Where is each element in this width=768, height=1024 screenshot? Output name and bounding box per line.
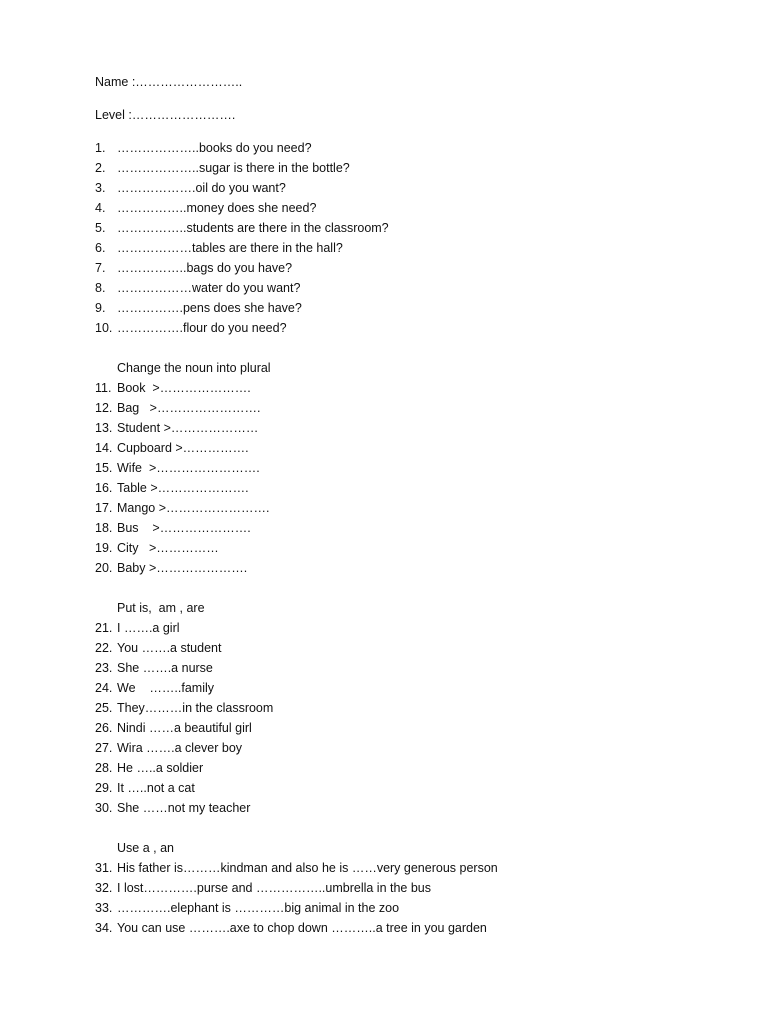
question-number: 25. <box>95 701 113 715</box>
question-number: 30. <box>95 801 113 815</box>
question-text: Book >…………………. <box>117 381 251 395</box>
question-list-section-1 <box>95 138 389 338</box>
question-text: She …….a nurse <box>117 661 213 675</box>
question-item <box>95 498 269 518</box>
question-number: 4. <box>95 201 106 215</box>
question-item <box>95 378 269 398</box>
question-item <box>95 858 498 878</box>
question-number: 14. <box>95 441 113 455</box>
question-text: ……………..students are there in the classroom? <box>117 221 389 235</box>
question-number: 32. <box>95 881 113 895</box>
question-text: It …..not a cat <box>117 781 195 795</box>
question-text: Wira …….a clever boy <box>117 741 243 755</box>
question-number: 27. <box>95 741 113 755</box>
question-text: I lost………….purse and ……………..umbrella in the bus <box>117 881 432 895</box>
question-list-section-3 <box>95 618 273 818</box>
question-number: 1. <box>95 141 106 155</box>
question-item <box>95 558 269 578</box>
level-field-line: Level :……………………. <box>95 108 236 122</box>
question-text: They………in the classroom <box>117 701 274 715</box>
question-item <box>95 318 389 338</box>
question-number: 13. <box>95 421 113 435</box>
question-text: I …….a girl <box>117 621 180 635</box>
question-item <box>95 398 269 418</box>
section-heading-is-am-are: Put is, am , are <box>117 601 205 615</box>
question-item <box>95 298 389 318</box>
question-text: Cupboard >……………. <box>117 441 249 455</box>
question-item <box>95 198 389 218</box>
question-number: 31. <box>95 861 113 875</box>
question-number: 20. <box>95 561 113 575</box>
question-text: ………….elephant is …………big animal in the zoo <box>117 901 400 915</box>
question-text: Bus >…………………. <box>117 521 251 535</box>
question-text: …………….flour do you need? <box>117 321 287 335</box>
section-heading-a-an: Use a , an <box>117 841 174 855</box>
question-text: ………………water do you want? <box>117 281 301 295</box>
question-text: His father is………kindman and also he is ……very generous person <box>117 861 498 875</box>
question-text: Nindi ……a beautiful girl <box>117 721 252 735</box>
question-item <box>95 218 389 238</box>
question-number: 3. <box>95 181 106 195</box>
question-text: ………………..books do you need? <box>117 141 312 155</box>
question-text: You …….a student <box>117 641 222 655</box>
question-text: ………………..sugar is there in the bottle? <box>117 161 350 175</box>
question-number: 24. <box>95 681 113 695</box>
question-item <box>95 438 269 458</box>
question-number: 11. <box>95 381 112 395</box>
question-number: 18. <box>95 521 113 535</box>
question-item <box>95 418 269 438</box>
question-text: He …..a soldier <box>117 761 204 775</box>
question-item <box>95 918 498 938</box>
question-number: 26. <box>95 721 113 735</box>
question-item <box>95 178 389 198</box>
question-item <box>95 138 389 158</box>
question-item <box>95 238 389 258</box>
question-item <box>95 538 269 558</box>
question-list-section-2 <box>95 378 269 578</box>
question-number: 29. <box>95 781 113 795</box>
question-number: 15. <box>95 461 113 475</box>
question-number: 7. <box>95 261 106 275</box>
question-text: ………………tables are there in the hall? <box>117 241 343 255</box>
question-text: …………….pens does she have? <box>117 301 302 315</box>
question-item <box>95 678 273 698</box>
question-number: 22. <box>95 641 113 655</box>
question-number: 6. <box>95 241 106 255</box>
question-text: She ……not my teacher <box>117 801 251 815</box>
question-item <box>95 478 269 498</box>
question-number: 19. <box>95 541 113 555</box>
question-item <box>95 778 273 798</box>
question-number: 2. <box>95 161 106 175</box>
question-text: We ……..family <box>117 681 215 695</box>
question-text: ……………..money does she need? <box>117 201 317 215</box>
question-number: 34. <box>95 921 113 935</box>
question-item <box>95 698 273 718</box>
question-number: 16. <box>95 481 113 495</box>
question-number: 10. <box>95 321 113 335</box>
question-item <box>95 898 498 918</box>
question-item <box>95 798 273 818</box>
question-text: Mango >……………………. <box>117 501 270 515</box>
question-list-section-4 <box>95 858 498 938</box>
question-item <box>95 258 389 278</box>
question-item <box>95 458 269 478</box>
question-text: You can use ……….axe to chop down ………..a tree in you garden <box>117 921 487 935</box>
name-field-line: Name :…………………….. <box>95 75 243 89</box>
question-item <box>95 658 273 678</box>
question-item <box>95 518 269 538</box>
question-number: 33. <box>95 901 113 915</box>
question-item <box>95 158 389 178</box>
question-number: 17. <box>95 501 113 515</box>
question-number: 12. <box>95 401 113 415</box>
question-text: Student >………………… <box>117 421 259 435</box>
question-text: Baby >…………………. <box>117 561 248 575</box>
question-text: Wife >……………………. <box>117 461 260 475</box>
section-heading-plural: Change the noun into plural <box>117 361 271 375</box>
question-number: 8. <box>95 281 106 295</box>
question-number: 23. <box>95 661 113 675</box>
question-item <box>95 278 389 298</box>
question-number: 21. <box>95 621 113 635</box>
question-text: Table >…………………. <box>117 481 249 495</box>
question-text: Bag >……………………. <box>117 401 261 415</box>
question-item <box>95 738 273 758</box>
question-text: ……………….oil do you want? <box>117 181 286 195</box>
question-item <box>95 878 498 898</box>
question-number: 28. <box>95 761 113 775</box>
question-text: ……………..bags do you have? <box>117 261 293 275</box>
question-number: 5. <box>95 221 106 235</box>
question-item <box>95 758 273 778</box>
question-number: 9. <box>95 301 106 315</box>
question-item <box>95 638 273 658</box>
question-text: City >…………… <box>117 541 219 555</box>
question-item <box>95 718 273 738</box>
question-item <box>95 618 273 638</box>
